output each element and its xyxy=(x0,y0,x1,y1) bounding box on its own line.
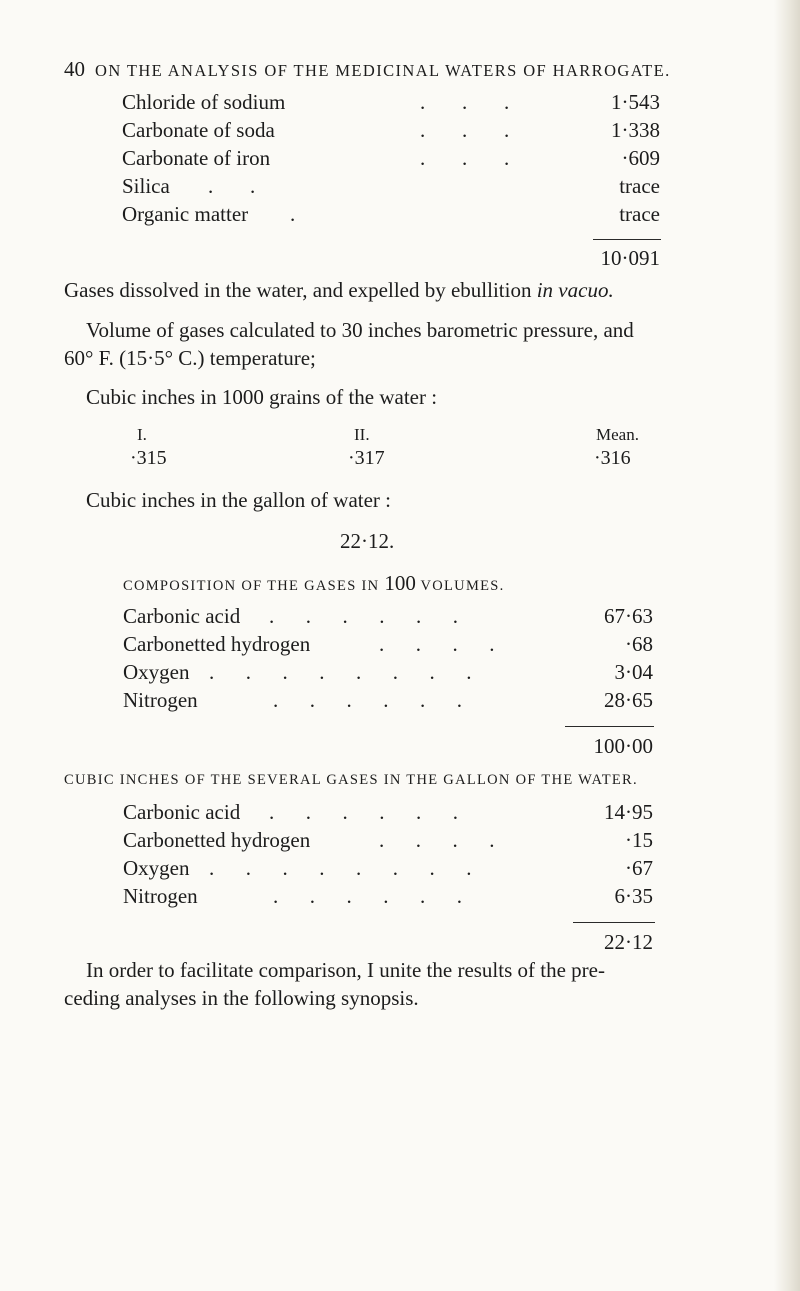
leader-dots: . . . . . . xyxy=(273,688,462,712)
gas-value: 3·04 xyxy=(614,660,653,684)
salt-value: ·609 xyxy=(621,146,660,170)
gallon-label: Cubic inches in the gallon of water : xyxy=(86,488,392,512)
column-header-1: I. xyxy=(137,425,147,444)
composition-total: 100·00 xyxy=(593,734,653,758)
gases-intro-line xyxy=(64,276,614,304)
cubic-1000-label: Cubic inches in 1000 grains of the water : xyxy=(86,385,438,409)
leader-dots: . . . xyxy=(420,146,510,170)
salt-value: 1·338 xyxy=(611,118,660,142)
measurement-value-1: ·315 xyxy=(130,447,167,469)
column-header-2: II. xyxy=(354,425,370,444)
closing-line-2: ceding analyses in the following synopsis. xyxy=(64,986,419,1010)
leader-dots: . xyxy=(290,202,296,226)
leader-dots: . . . . . . xyxy=(269,604,458,628)
page-edge-shadow xyxy=(774,0,800,1291)
composition-heading-text: COMPOSITION OF THE GASES IN xyxy=(123,578,385,594)
gas-label: Carbonetted hydrogen xyxy=(123,632,311,656)
gas-value: 6·35 xyxy=(614,884,653,908)
table-row xyxy=(122,116,660,144)
sum-rule xyxy=(573,922,655,923)
running-title: ON THE ANALYSIS OF THE MEDICINAL WATERS OF HARROGATE. xyxy=(95,61,671,80)
leader-dots: . . . . . . . . xyxy=(209,856,472,880)
gas-value: ·67 xyxy=(625,856,653,880)
sum-rule xyxy=(565,726,654,727)
table-row xyxy=(122,88,660,116)
volume-line-1: Volume of gases calculated to 30 inches barometric pressure, and xyxy=(86,318,634,342)
salts-total: 10·091 xyxy=(600,246,660,270)
volume-line-2: 60° F. (15·5° C.) temperature; xyxy=(64,346,316,370)
gas-value: 14·95 xyxy=(604,800,653,824)
gas-label: Oxygen xyxy=(123,856,190,880)
leader-dots: . . xyxy=(208,174,256,198)
salt-value: trace xyxy=(619,174,660,198)
total-row xyxy=(122,244,660,272)
table-row xyxy=(123,798,653,826)
gas-label: Oxygen xyxy=(123,660,190,684)
total-row xyxy=(123,928,653,956)
table-row xyxy=(123,630,653,658)
table-row xyxy=(122,144,660,172)
leader-dots: . . . xyxy=(420,118,510,142)
gas-value: ·68 xyxy=(625,632,653,656)
leader-dots: . . . . xyxy=(379,828,495,852)
salt-label: Chloride of sodium xyxy=(122,90,286,114)
gallon-value: 22·12. xyxy=(340,529,395,553)
total-row xyxy=(123,732,653,760)
composition-heading-number: 100 xyxy=(384,571,416,595)
composition-heading xyxy=(123,572,505,597)
measurement-value-mean: ·316 xyxy=(594,447,631,469)
table-row xyxy=(122,172,660,200)
gases-intro-text: Gases dissolved in the water, and expelled by ebullition xyxy=(64,278,537,302)
table-row xyxy=(123,602,653,630)
leader-dots: . . . . . . . . xyxy=(209,660,472,684)
table-row xyxy=(123,854,653,882)
gas-label: Nitrogen xyxy=(123,688,198,712)
measurement-value-2: ·317 xyxy=(348,447,385,469)
leader-dots: . . . . . . xyxy=(273,884,462,908)
salt-value: trace xyxy=(619,202,660,226)
page-number: 40 xyxy=(64,57,85,81)
composition-heading-suffix: VOLUMES. xyxy=(415,578,505,594)
leader-dots: . . . xyxy=(420,90,510,114)
salt-value: 1·543 xyxy=(611,90,660,114)
salt-label: Carbonate of iron xyxy=(122,146,271,170)
cubic-gallon-total: 22·12 xyxy=(604,930,653,954)
column-header-mean: Mean. xyxy=(596,425,639,444)
gas-label: Carbonic acid xyxy=(123,604,241,628)
sum-rule xyxy=(593,239,661,240)
gas-label: Carbonetted hydrogen xyxy=(123,828,311,852)
gas-value: ·15 xyxy=(625,828,653,852)
salt-label: Carbonate of soda xyxy=(122,118,275,142)
salt-label: Organic matter xyxy=(122,202,249,226)
table-row xyxy=(123,826,653,854)
gas-value: 67·63 xyxy=(604,604,653,628)
leader-dots: . . . . . . xyxy=(269,800,458,824)
gases-intro-italic: in vacuo. xyxy=(536,278,614,302)
leader-dots: . . . . xyxy=(379,632,495,656)
table-row xyxy=(122,200,660,228)
closing-line-1: In order to facilitate comparison, I unite the results of the pre- xyxy=(86,958,605,982)
gas-label: Nitrogen xyxy=(123,884,198,908)
cubic-gallon-heading: CUBIC INCHES OF THE SEVERAL GASES IN THE GALLON OF THE WATER. xyxy=(64,772,638,788)
gas-label: Carbonic acid xyxy=(123,800,241,824)
table-row xyxy=(123,686,653,714)
gas-value: 28·65 xyxy=(604,688,653,712)
table-row xyxy=(123,658,653,686)
table-row xyxy=(123,882,653,910)
salt-label: Silica xyxy=(122,174,170,198)
running-head xyxy=(64,57,764,82)
